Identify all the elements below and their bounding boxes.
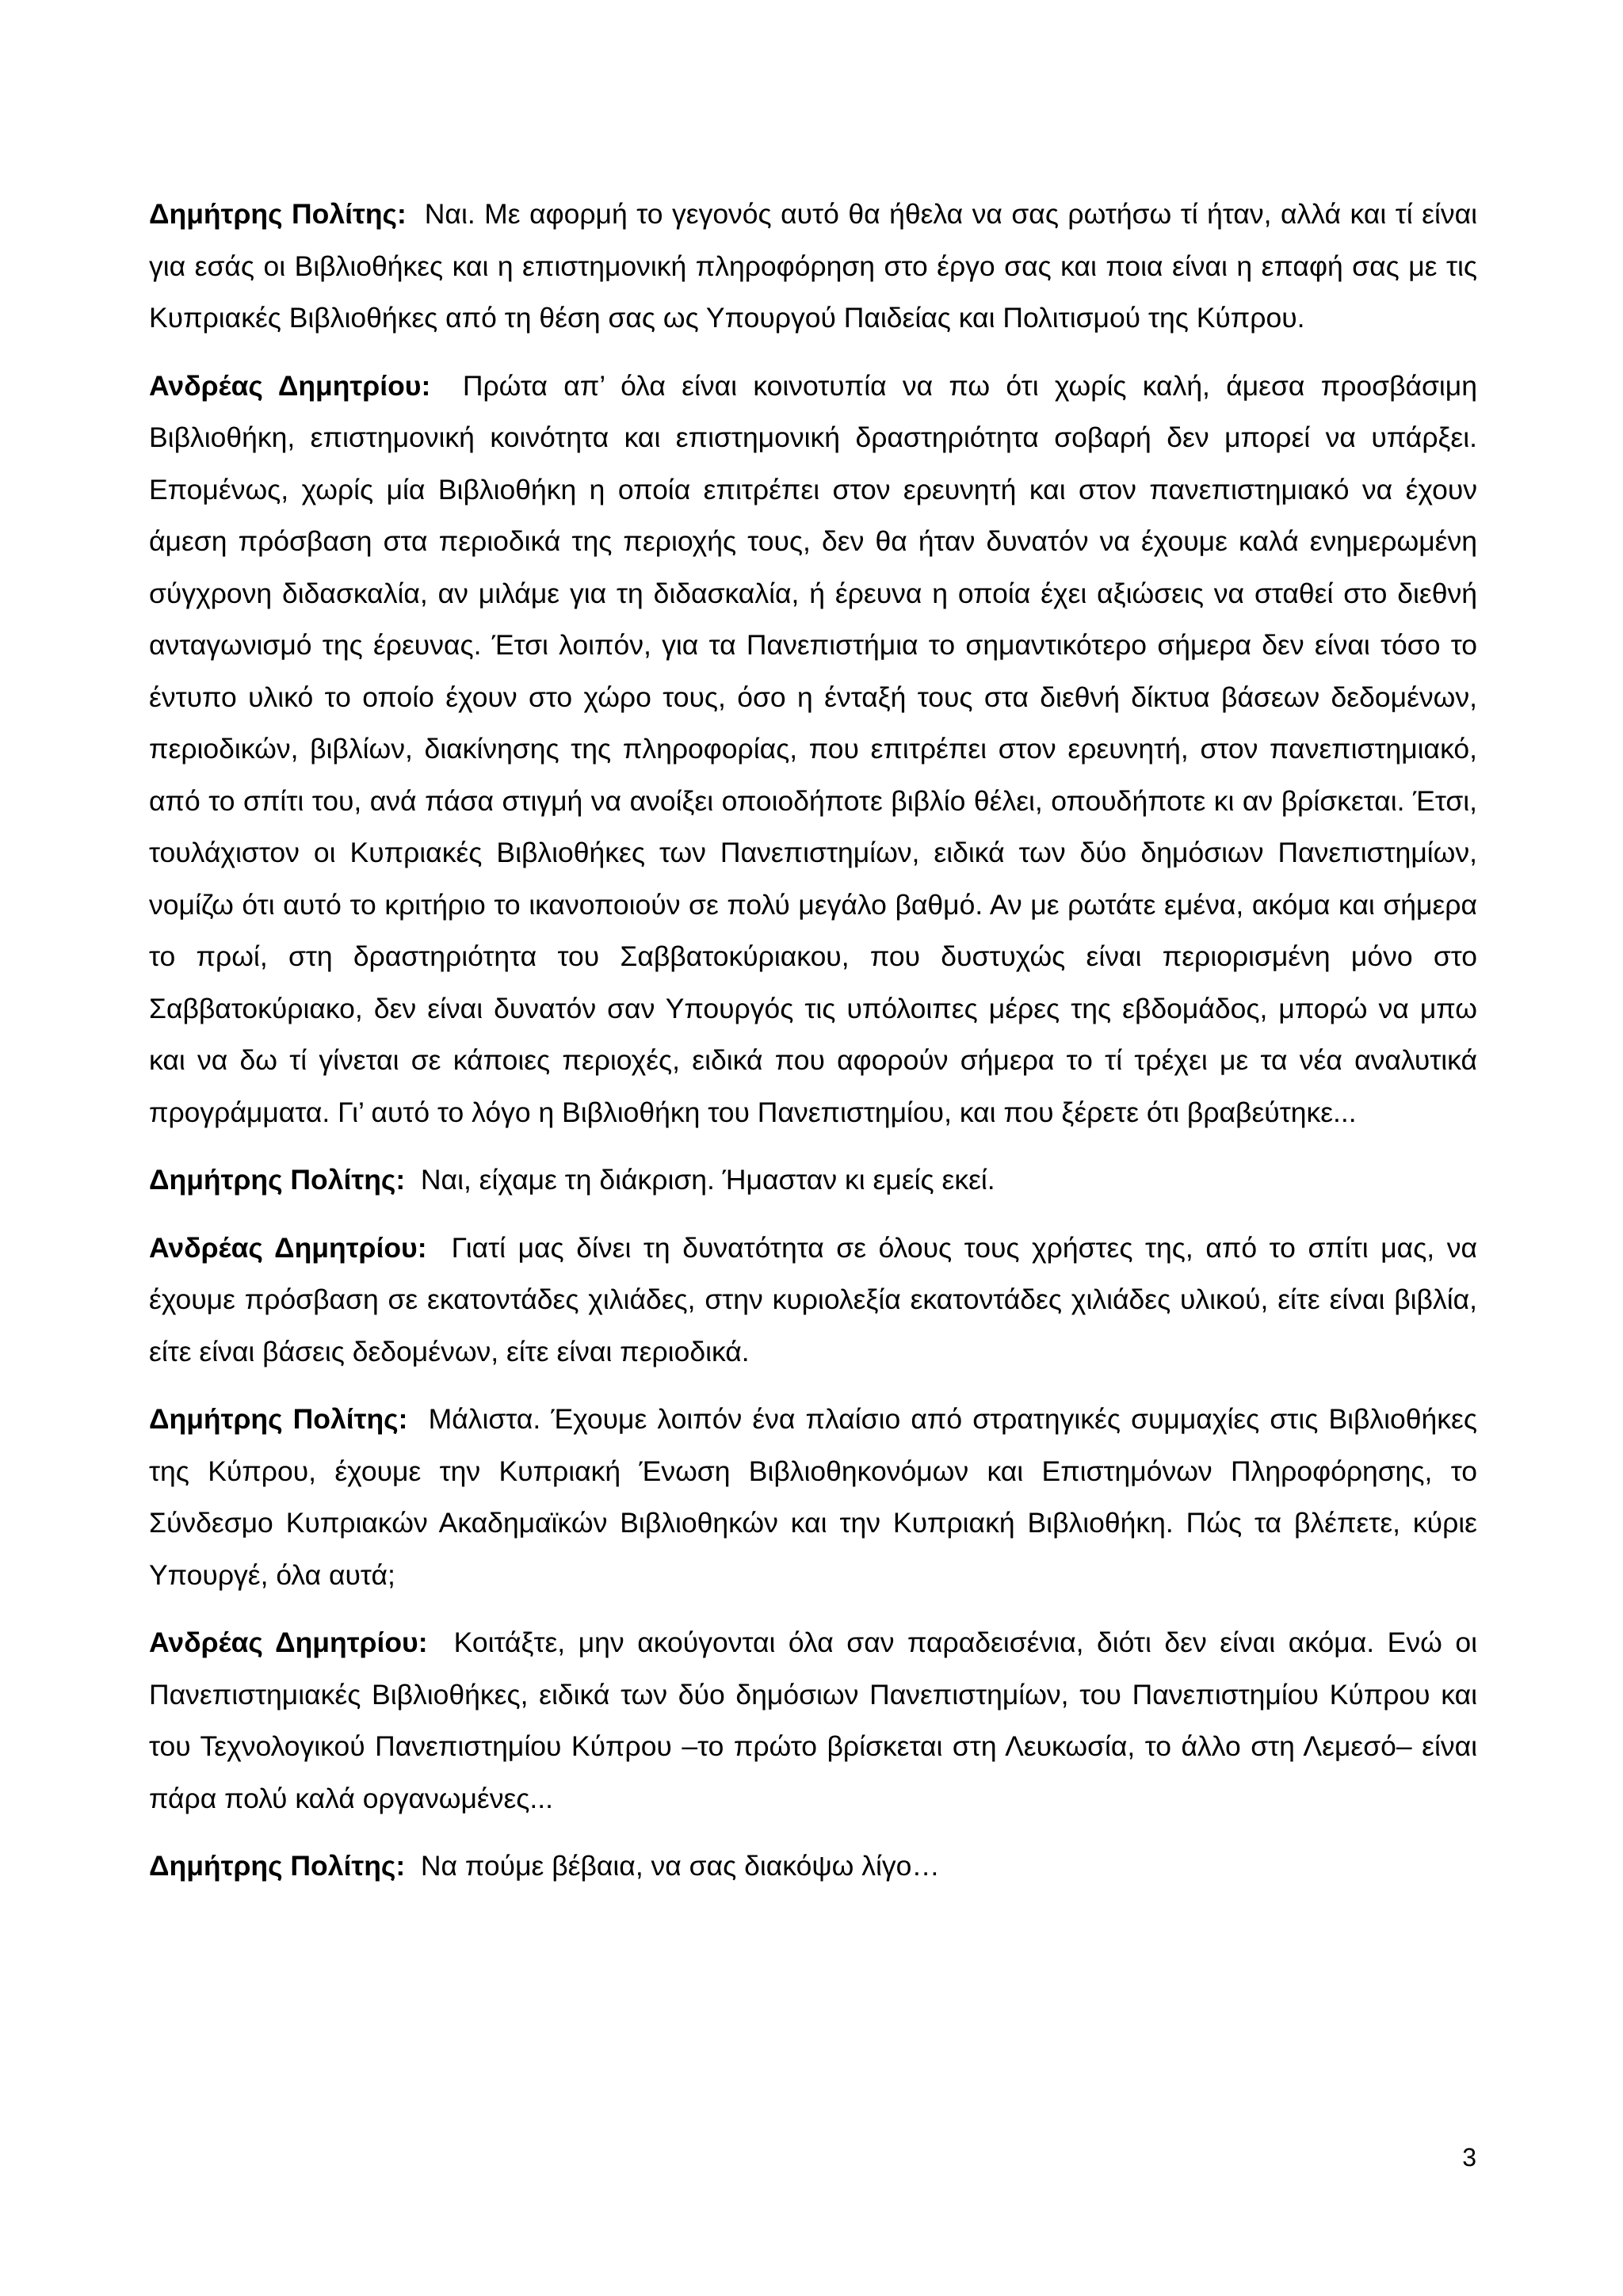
paragraph-6 bbox=[149, 1617, 1477, 1825]
speaker-name: Δημήτρης Πολίτης: bbox=[149, 1850, 406, 1882]
paragraph-4 bbox=[149, 1222, 1477, 1379]
speaker-name: Ανδρέας Δημητρίου: bbox=[149, 1231, 427, 1264]
paragraph-5 bbox=[149, 1394, 1477, 1601]
paragraph-text: Να πούμε βέβαια, να σας διακόψω λίγο… bbox=[420, 1850, 940, 1882]
page-number: 3 bbox=[1462, 2143, 1476, 2172]
paragraph-2 bbox=[149, 360, 1477, 1139]
document-page bbox=[149, 189, 1477, 1909]
paragraph-text: Κοιτάξτε, μην ακούγονται όλα σαν παραδεισένια, διότι δεν είναι ακόμα. Ενώ οι Πανεπιστημιακές Βιβλιοθήκες, ειδικά των δύο δημόσιων Πανεπιστημίων, του Πανεπιστημίου Κύπρου και του Τεχνολογικού Πανεπιστημίου Κύπρου –το πρώτο βρίσκεται στη Λευκωσία, το άλλο στη Λεμεσό– είναι πάρα πολύ καλά οργανωμένες... bbox=[149, 1627, 1477, 1814]
speaker-name: Δημήτρης Πολίτης: bbox=[149, 1403, 408, 1435]
paragraph-7 bbox=[149, 1840, 1477, 1893]
paragraph-1 bbox=[149, 189, 1477, 345]
paragraph-3 bbox=[149, 1154, 1477, 1207]
speaker-name: Δημήτρης Πολίτης: bbox=[149, 198, 407, 230]
paragraph-text: Πρώτα απ’ όλα είναι κοινοτυπία να πω ότι χωρίς καλή, άμεσα προσβάσιμη Βιβλιοθήκη, επιστημονική κοινότητα και επιστημονική δραστηριότητα σοβαρή δεν μπορεί να υπάρξει. Επομένως, χωρίς μία Βιβλιοθήκη η οποία επιτρέπει στον ερευνητή και στον πανεπιστημιακό να έχουν άμεση πρόσβαση στα περιοδικά της περιοχής τους, δεν θα ήταν δυνατόν να έχουμε καλά ενημερωμένη σύγχρονη διδασκαλία, αν μιλάμε για τη διδασκαλία, ή έρευνα η οποία έχει αξιώσεις να σταθεί στο διεθνή ανταγωνισμό της έρευνας. Έτσι λοιπόν, για τα Πανεπιστήμια το σημαντικότερο σήμερα δεν είναι τόσο το έντυπο υλικό το οποίο έχουν στο χώρο τους, όσο η ένταξή τους στα διεθνή δίκτυα βάσεων δεδομένων, περιοδικών, βιβλίων, διακίνησης της πληροφορίας, που επιτρέπει στον ερευνητή, στον πανεπιστημιακό, από το σπίτι του, ανά πάσα στιγμή να ανοίξει οποιοδήποτε βιβλίο θέλει, οπουδήποτε κι αν βρίσκεται. Έτσι, τουλάχιστον οι Κυπριακές Βιβλιοθήκες των Πανεπιστημίων, ειδικά των δύο δημόσιων Πανεπιστημίων, νομίζω ότι αυτό το κριτήριο το ικανοποιούν σε πολύ μεγάλο βαθμό. Αν με ρωτάτε εμένα, ακόμα και σήμερα το πρωί, στη δραστηριότητα του Σαββατοκύριακου, που δυστυχώς είναι περιορισμένη μόνο στο Σαββατοκύριακο, δεν είναι δυνατόν σαν Υπουργός τις υπόλοιπες μέρες της εβδομάδος, μπορώ να μπω και να δω τί γίνεται σε κάποιες περιοχές, ειδικά που αφορούν σήμερα το τί τρέχει με τα νέα αναλυτικά προγράμματα. Γι’ αυτό το λόγο η Βιβλιοθήκη του Πανεπιστημίου, και που ξέρετε ότι βραβεύτηκε... bbox=[149, 369, 1478, 1128]
paragraph-text: Ναι. Με αφορμή το γεγονός αυτό θα ήθελα να σας ρωτήσω τί ήταν, αλλά και τί είναι για εσάς οι Βιβλιοθήκες και η επιστημονική πληροφόρηση στο έργο σας και ποια είναι η επαφή σας με τις Κυπριακές Βιβλιοθήκες από τη θέση σας ως Υπουργού Παιδείας και Πολιτισμού της Κύπρου. bbox=[149, 198, 1477, 334]
speaker-name: Ανδρέας Δημητρίου: bbox=[149, 369, 431, 402]
paragraph-text: Γιατί μας δίνει τη δυνατότητα σε όλους τους χρήστες της, από το σπίτι μας, να έχουμε πρόσβαση σε εκατοντάδες χιλιάδες, στην κυριολεξία εκατοντάδες χιλιάδες υλικού, είτε είναι βιβλία, είτε είναι βάσεις δεδομένων, είτε είναι περιοδικά. bbox=[149, 1231, 1477, 1367]
paragraph-text: Μάλιστα. Έχουμε λοιπόν ένα πλαίσιο από στρατηγικές συμμαχίες στις Βιβλιοθήκες της Κύπρου, έχουμε την Κυπριακή Ένωση Βιβλιοθηκονόμων και Επιστημόνων Πληροφόρησης, το Σύνδεσμο Κυπριακών Ακαδημαϊκών Βιβλιοθηκών και την Κυπριακή Βιβλιοθήκη. Πώς τα βλέπετε, κύριε Υπουργέ, όλα αυτά; bbox=[149, 1403, 1477, 1591]
speaker-name: Ανδρέας Δημητρίου: bbox=[149, 1627, 428, 1658]
speaker-name: Δημήτρης Πολίτης: bbox=[149, 1164, 406, 1196]
paragraph-text: Ναι, είχαμε τη διάκριση. Ήμασταν κι εμείς εκεί. bbox=[420, 1164, 995, 1196]
